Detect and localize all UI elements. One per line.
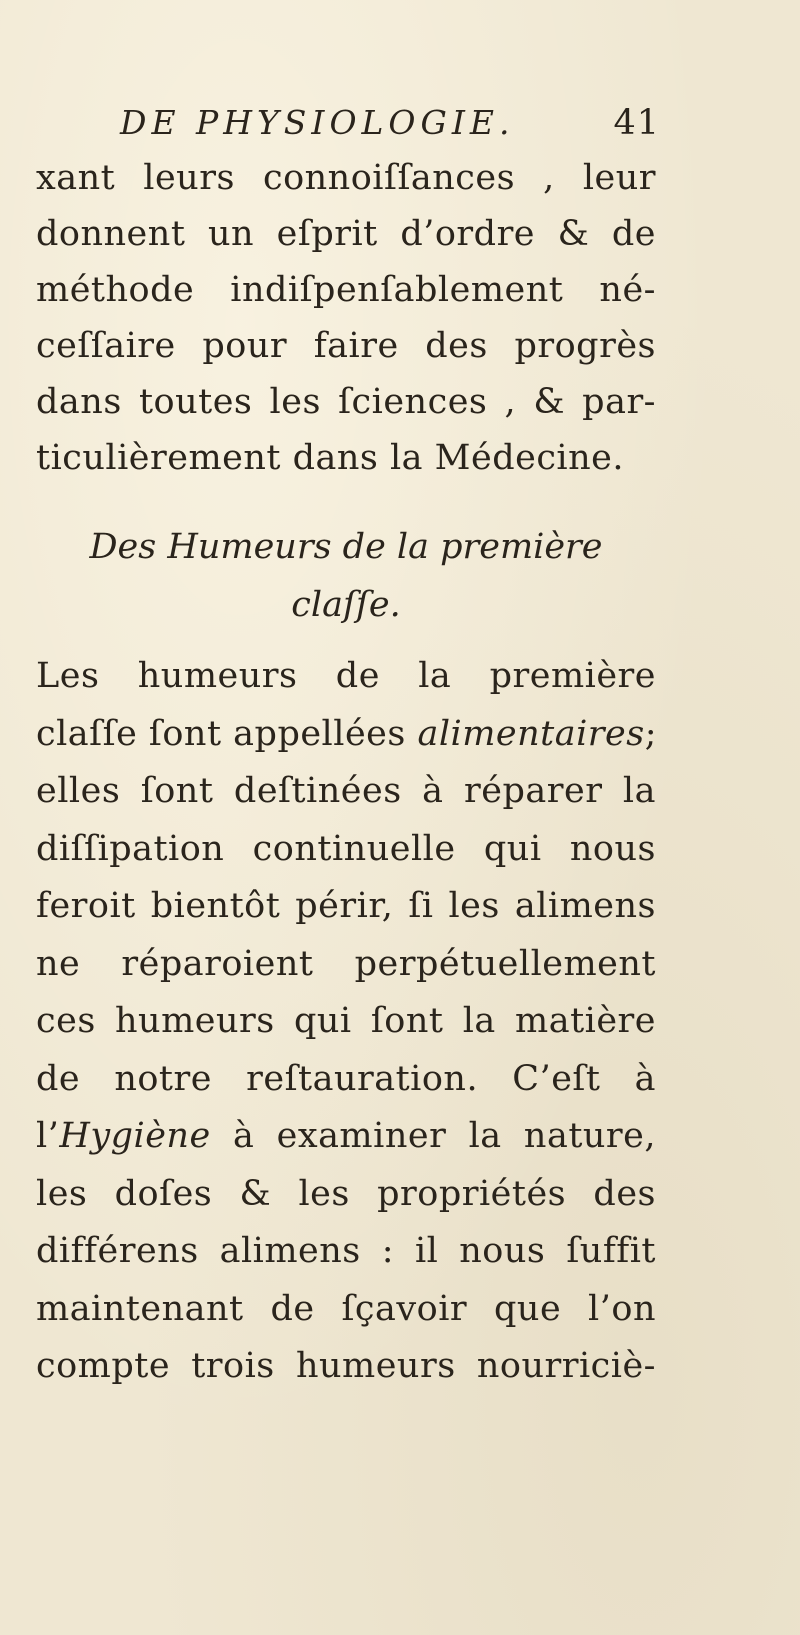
text-run: l’ bbox=[36, 1116, 60, 1156]
paragraph-continuation bbox=[36, 150, 656, 486]
text-line: maintenant de ſçavoir que l’on bbox=[36, 1288, 656, 1329]
text-line: méthode indiſpenſablement né- bbox=[36, 270, 656, 310]
text-line: xant leurs connoiſſances , leur bbox=[36, 158, 656, 198]
section-heading bbox=[36, 518, 656, 634]
text-run: ; bbox=[644, 713, 657, 754]
running-title: DE PHYSIOLOGIE. bbox=[120, 103, 515, 142]
text-line bbox=[36, 1108, 656, 1166]
text-line: les doſes & les propriétés des bbox=[36, 1173, 656, 1214]
text-line bbox=[36, 706, 656, 764]
text-run: à examiner la nature, bbox=[210, 1116, 656, 1156]
text-line: dans toutes les ſciences , & par- bbox=[36, 382, 656, 422]
text-line: de notre reſtauration. C’eſt à bbox=[36, 1058, 656, 1099]
term-alimentaires: alimentaires bbox=[417, 713, 645, 754]
text-line: feroit bientôt périr, ſi les alimens bbox=[36, 886, 656, 926]
text-line: diſſipation continuelle qui nous bbox=[36, 828, 656, 869]
page-number: 41 bbox=[613, 103, 660, 143]
text-line: donnent un eſprit d’ordre & de bbox=[36, 214, 656, 254]
paragraph-humeurs bbox=[36, 648, 656, 1396]
text-line: elles ſont deſtinées à réparer la bbox=[36, 771, 656, 811]
text-line: ticulièrement dans la Médecine. bbox=[36, 438, 625, 478]
text-run: claſſe ſont appellées bbox=[36, 713, 418, 754]
text-line: ceſſaire pour faire des progrès bbox=[36, 326, 656, 366]
text-line: ne réparoient perpétuellement bbox=[36, 943, 656, 984]
text-line: compte trois humeurs nourriciè- bbox=[36, 1346, 656, 1386]
section-heading-line-1: Des Humeurs de la première bbox=[89, 527, 603, 567]
running-head bbox=[120, 103, 660, 153]
term-hygiene: Hygiène bbox=[59, 1116, 211, 1156]
text-line-opening: Les humeurs de la première bbox=[36, 656, 656, 696]
section-heading-line-2: claſſe. bbox=[291, 585, 401, 625]
text-line: ces humeurs qui ſont la matière bbox=[36, 1001, 656, 1041]
text-line: différens alimens : il nous ſuffit bbox=[36, 1231, 656, 1271]
